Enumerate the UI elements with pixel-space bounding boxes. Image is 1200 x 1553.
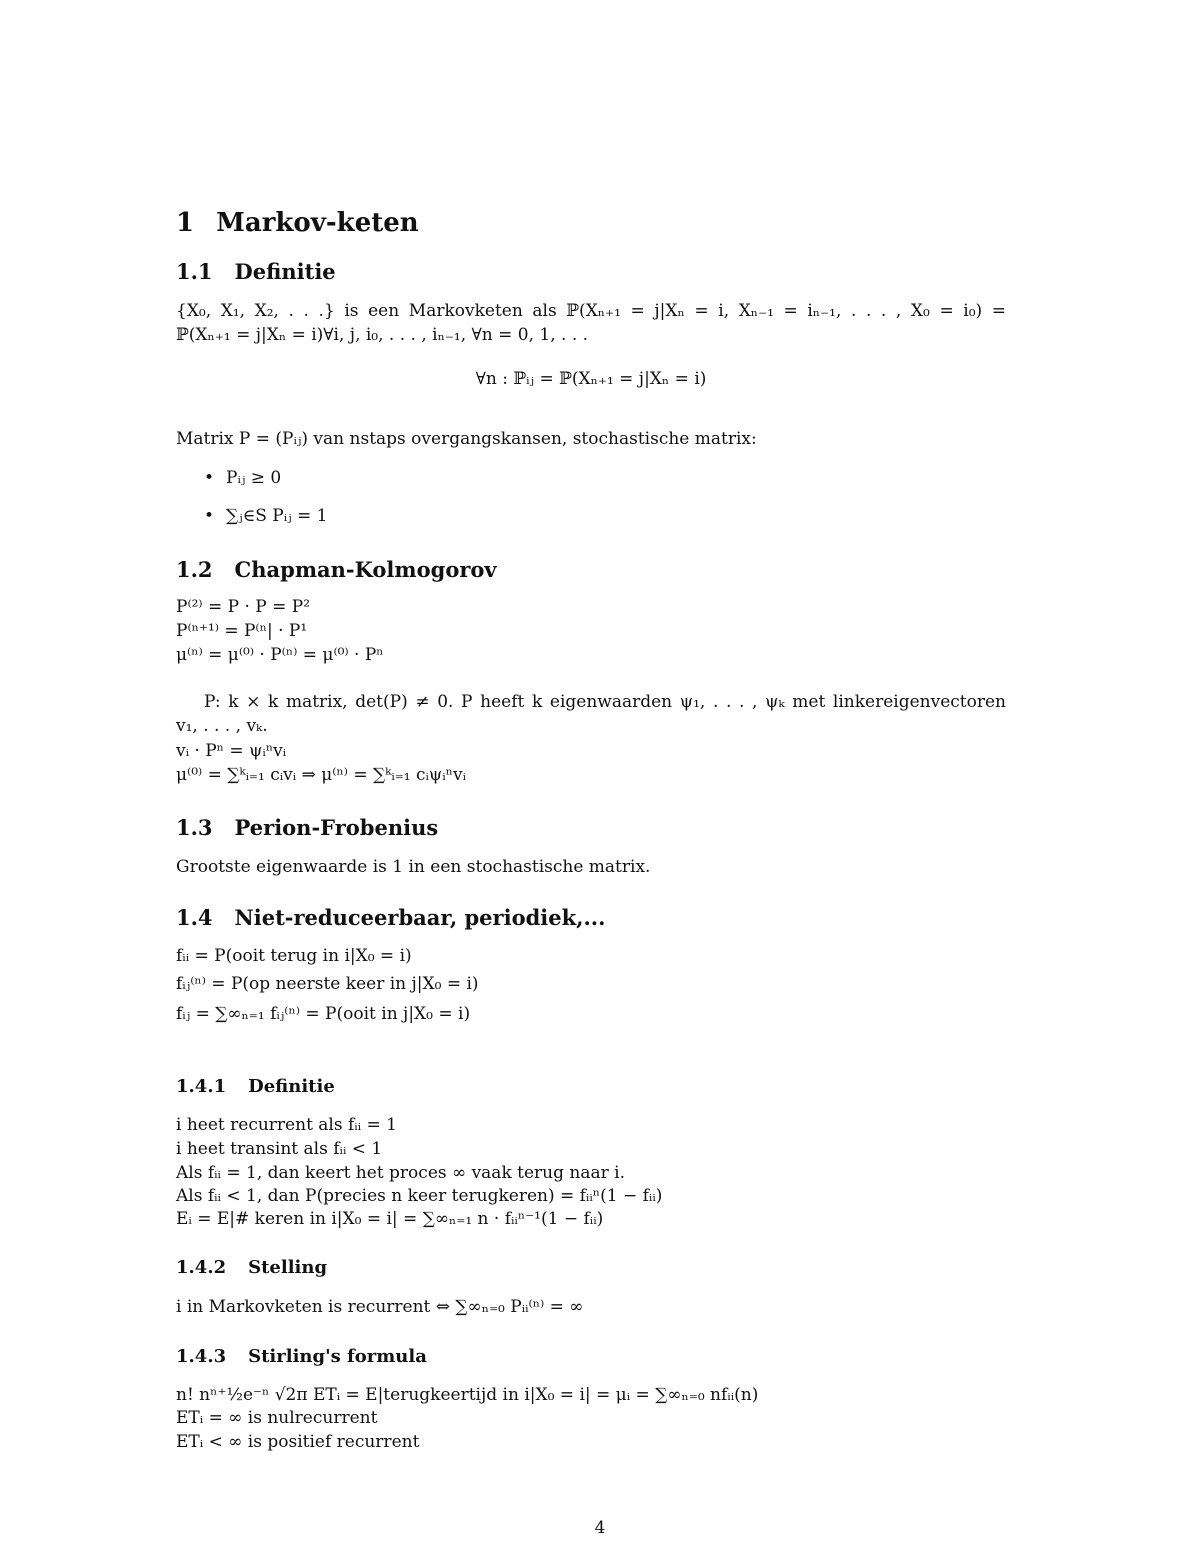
subsection-number: 1.4 <box>176 905 213 930</box>
subsection-heading-1-4 <box>176 905 605 930</box>
subsection-title: Niet-reduceerbaar, periodiek,... <box>234 905 606 930</box>
section-number: 1 <box>176 208 195 238</box>
formula-line: μ⁽⁰⁾ = ∑ᵏᵢ₌₁ cᵢvᵢ ⇒ μ⁽ⁿ⁾ = ∑ᵏᵢ₌₁ cᵢψᵢⁿvᵢ <box>176 765 467 785</box>
subsection-number: 1.2 <box>176 557 213 582</box>
subsection-heading-1-3 <box>176 815 438 840</box>
section-title: Markov-keten <box>216 208 419 238</box>
formula-line: vᵢ · Pⁿ = ψᵢⁿvᵢ <box>176 741 287 761</box>
definition-paragraph <box>176 299 1006 347</box>
subsection-title: Chapman-Kolmogorov <box>234 557 497 582</box>
paragraph-line-1: P: k × k matrix, det(P) ≠ 0. P heeft k eigenwaarden ψ₁, . . . , ψₖ met linkereigenvectoren <box>204 692 1006 712</box>
list-item <box>204 506 327 526</box>
subsection-title: Perion-Frobenius <box>234 815 439 840</box>
text-line: Eᵢ = E|# keren in i|X₀ = i| = ∑∞ₙ₌₁ n · fᵢᵢⁿ⁻¹(1 − fᵢᵢ) <box>176 1209 604 1229</box>
matrix-text: Matrix P = (Pᵢⱼ) van nstaps overgangskansen, stochastische matrix: <box>176 429 757 449</box>
subsection-title: Definitie <box>234 259 336 284</box>
theorem-text: i in Markovketen is recurrent ⇔ ∑∞ₙ₌₀ Pᵢᵢ⁽ⁿ⁾ = ∞ <box>176 1297 584 1317</box>
subsection-heading-1-1 <box>176 259 336 284</box>
definition-line-1: {X₀, X₁, X₂, . . .} is een Markovketen als ℙ(Xₙ₊₁ = j|Xₙ = i, Xₙ₋₁ = iₙ₋₁, . . . , X₀ = i₀) = <box>176 301 1006 321</box>
section-heading <box>176 208 419 238</box>
formula-line: P⁽²⁾ = P · P = P² <box>176 597 311 617</box>
formula-line: fᵢⱼ = ∑∞ₙ₌₁ fᵢⱼ⁽ⁿ⁾ = P(ooit in j|X₀ = i) <box>176 1004 471 1024</box>
subsubsection-number: 1.4.3 <box>176 1346 227 1367</box>
text-line: n! nⁿ⁺½e⁻ⁿ √2π ETᵢ = E|terugkeertijd in i|X₀ = i| = μᵢ = ∑∞ₙ₌₀ nfᵢᵢ(n) <box>176 1385 759 1405</box>
bullet-icon: • <box>204 468 215 488</box>
formula-line: fᵢⱼ⁽ⁿ⁾ = P(op neerste keer in j|X₀ = i) <box>176 974 479 994</box>
list-item <box>204 468 281 488</box>
formula-line: P⁽ⁿ⁺¹⁾ = P⁽ⁿ| · P¹ <box>176 621 308 641</box>
subsubsection-number: 1.4.2 <box>176 1257 227 1278</box>
bullet-icon: • <box>204 506 215 526</box>
subsubsection-title: Definitie <box>248 1076 335 1097</box>
subsubsection-heading-1-4-2 <box>176 1257 327 1278</box>
subsection-heading-1-2 <box>176 557 497 582</box>
subsubsection-heading-1-4-3 <box>176 1346 427 1367</box>
subsubsection-title: Stelling <box>248 1257 328 1278</box>
text-line: i heet transint als fᵢᵢ < 1 <box>176 1139 383 1159</box>
eigen-paragraph <box>176 690 1006 738</box>
formula-line: fᵢᵢ = P(ooit terug in i|X₀ = i) <box>176 946 412 966</box>
paragraph-line-2: v₁, . . . , vₖ. <box>176 716 268 736</box>
list-item-text: Pᵢⱼ ≥ 0 <box>226 468 282 488</box>
formula-line: μ⁽ⁿ⁾ = μ⁽⁰⁾ · P⁽ⁿ⁾ = μ⁽⁰⁾ · Pⁿ <box>176 645 384 665</box>
display-equation: ∀n : ℙᵢⱼ = ℙ(Xₙ₊₁ = j|Xₙ = i) <box>475 369 707 389</box>
subsubsection-heading-1-4-1 <box>176 1076 335 1097</box>
text-line: Als fᵢᵢ < 1, dan P(precies n keer terugkeren) = fᵢᵢⁿ(1 − fᵢᵢ) <box>176 1186 663 1206</box>
text-line: Als fᵢᵢ = 1, dan keert het proces ∞ vaak terug naar i. <box>176 1163 625 1183</box>
subsubsection-number: 1.4.1 <box>176 1076 227 1097</box>
page-number: 4 <box>594 1518 606 1538</box>
text-line: ETᵢ < ∞ is positief recurrent <box>176 1432 420 1452</box>
subsubsection-title: Stirling's formula <box>248 1346 427 1367</box>
text-line: i heet recurrent als fᵢᵢ = 1 <box>176 1115 397 1135</box>
body-text: Grootste eigenwaarde is 1 in een stochastische matrix. <box>176 857 651 877</box>
subsection-number: 1.3 <box>176 815 213 840</box>
subsection-number: 1.1 <box>176 259 213 284</box>
text-line: ETᵢ = ∞ is nulrecurrent <box>176 1408 378 1428</box>
list-item-text: ∑ⱼ∈S Pᵢⱼ = 1 <box>226 506 328 526</box>
definition-line-2: ℙ(Xₙ₊₁ = j|Xₙ = i)∀i, j, i₀, . . . , iₙ₋₁, ∀n = 0, 1, . . . <box>176 325 589 345</box>
